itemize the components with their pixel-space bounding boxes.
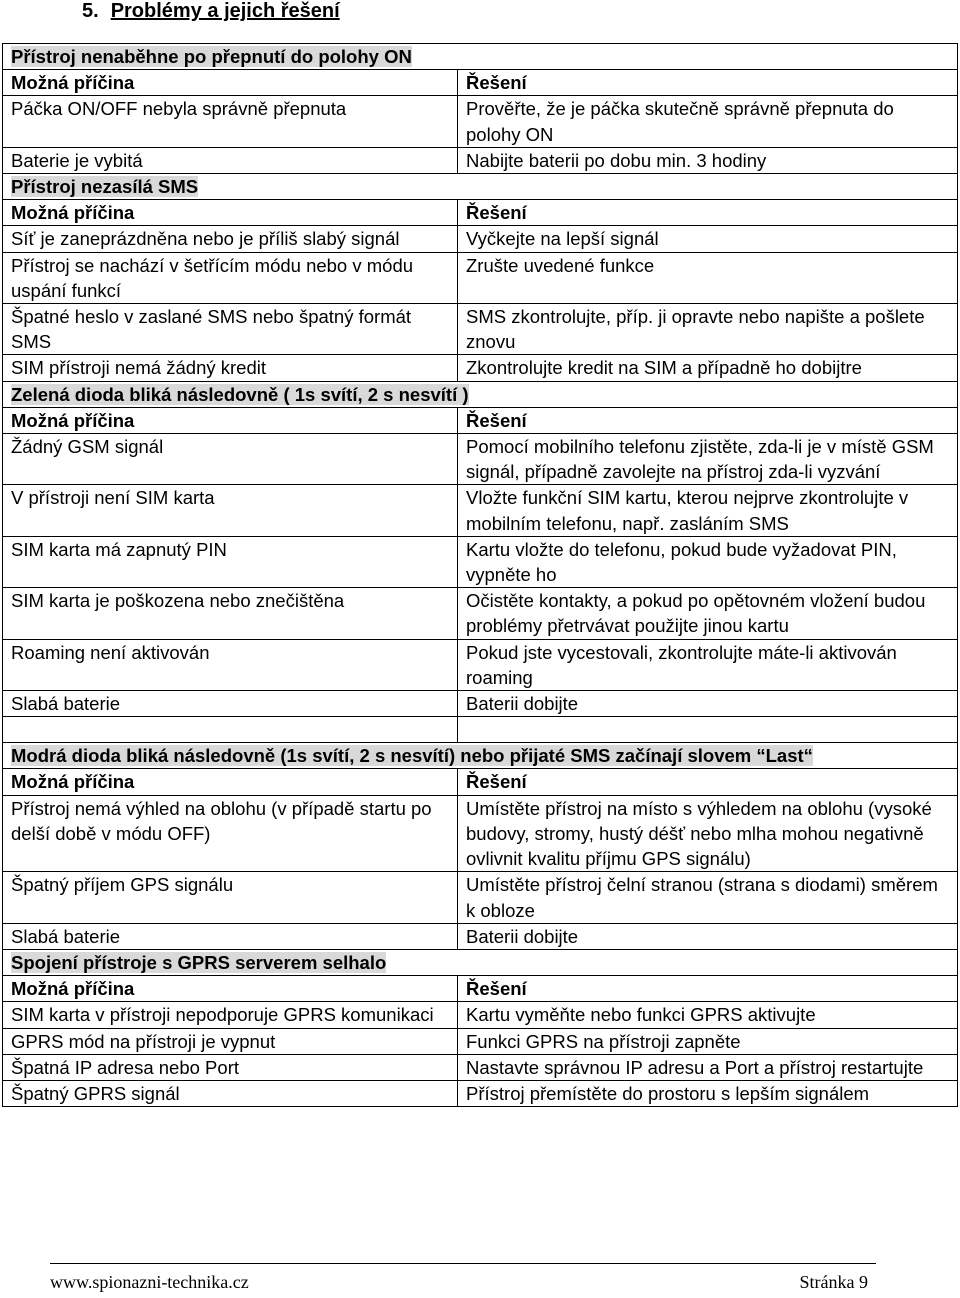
cause-cell: Špatný GPRS signál [3,1080,458,1106]
section-title: Přístroj nenaběhne po přepnutí do polohy ON [11,46,412,67]
section-title: Přístroj nezasílá SMS [11,176,199,198]
solution-cell: Zrušte uvedené funkce [458,252,958,303]
solution-header: Řešení [458,70,958,96]
troubleshooting-table [2,43,958,1107]
cause-cell: Žádný GSM signál [3,434,458,485]
solution-header: Řešení [458,200,958,226]
cause-cell: GPRS mód na přístroji je vypnut [3,1028,458,1054]
solution-cell: Baterii dobijte [458,923,958,949]
solution-cell: Nastavte správnou IP adresu a Port a přístroj restartujte [458,1054,958,1080]
header-row [3,976,958,1002]
table-row [3,355,958,381]
footer-website: www.spionazni-technika.cz [50,1272,249,1292]
cause-cell: V přístroji není SIM karta [3,485,458,536]
table-row [3,485,958,536]
table-row [3,1028,958,1054]
section-heading [82,0,340,22]
solution-cell: Vyčkejte na lepší signál [458,226,958,252]
solution-cell: Zkontrolujte kredit na SIM a případně ho dobijtre [458,355,958,381]
table-row [3,923,958,949]
solution-cell: Očistěte kontakty, a pokud po opětovném vložení budou problémy přetrvávat použijte jinou kartu [458,588,958,639]
solution-header: Řešení [458,769,958,795]
empty-row [3,717,958,743]
section-row [3,44,958,70]
cause-cell: SIM karta je poškozena nebo znečištěna [3,588,458,639]
cause-cell: Špatná IP adresa nebo Port [3,1054,458,1080]
cause-cell: SIM přístroji nemá žádný kredit [3,355,458,381]
cause-cell: Špatné heslo v zaslané SMS nebo špatný formát SMS [3,304,458,355]
solution-cell: Umístěte přístroj čelní stranou (strana s diodami) směrem k obloze [458,872,958,923]
section-title: Modrá dioda bliká následovně (1s svítí, 2 s nesvítí) nebo přijaté SMS začínají slovem “Last“ [11,745,813,767]
table-row [3,872,958,923]
table-row [3,795,958,872]
solution-cell: Kartu vložte do telefonu, pokud bude vyžadovat PIN, vypněte ho [458,536,958,587]
header-row [3,407,958,433]
table-row [3,1080,958,1106]
table-row [3,226,958,252]
section-number: 5. [82,0,99,22]
table-row [3,252,958,303]
solution-cell: Prověřte, že je páčka skutečně správně přepnuta do polohy ON [458,96,958,147]
empty-cell [458,717,958,743]
solution-cell: Baterii dobijte [458,691,958,717]
table-row [3,1054,958,1080]
cause-cell: Špatný příjem GPS signálu [3,872,458,923]
section-title: Spojení přístroje s GPRS serverem selhalo [11,951,387,973]
section-row [3,949,958,975]
header-row [3,769,958,795]
solution-cell: Vložte funkční SIM kartu, kterou nejprve zkontrolujte v mobilním telefonu, např. zasláním SMS [458,485,958,536]
cause-cell: Baterie je vybitá [3,147,458,173]
solution-cell: Umístěte přístroj na místo s výhledem na oblohu (vysoké budovy, stromy, hustý déšť nebo mlha mohou negativně ovlivnit kvalitu příjmu GPS signálu) [458,795,958,872]
solution-header: Řešení [458,407,958,433]
table-row [3,304,958,355]
cause-cell: Roaming není aktivován [3,639,458,690]
section-row [3,743,958,769]
cause-cell: Slabá baterie [3,923,458,949]
empty-cell [3,717,458,743]
footer-divider [50,1263,876,1264]
cause-cell: Páčka ON/OFF nebyla správně přepnuta [3,96,458,147]
cause-cell: Přístroj nemá výhled na oblohu (v případě startu po delší době v módu OFF) [3,795,458,872]
table-row [3,147,958,173]
cause-header: Možná příčina [3,976,458,1002]
header-row [3,200,958,226]
table-row [3,691,958,717]
solution-cell: Kartu vyměňte nebo funkci GPRS aktivujte [458,1002,958,1028]
solution-cell: Funkci GPRS na přístroji zapněte [458,1028,958,1054]
footer-page-number: Stránka 9 [799,1272,868,1292]
cause-cell: Síť je zaneprázdněna nebo je příliš slabý signál [3,226,458,252]
solution-cell: Pomocí mobilního telefonu zjistěte, zda-li je v místě GSM signál, případně zavolejte na přístroj zda-li vyzvání [458,434,958,485]
header-row [3,70,958,96]
solution-cell: SMS zkontrolujte, příp. ji opravte nebo napište a pošlete znovu [458,304,958,355]
table-row [3,434,958,485]
cause-cell: SIM karta má zapnutý PIN [3,536,458,587]
table-row [3,1002,958,1028]
section-title: Zelená dioda bliká následovně ( 1s svítí, 2 s nesvítí ) [11,383,469,405]
cause-header: Možná příčina [3,70,458,96]
cause-cell: SIM karta v přístroji nepodporuje GPRS komunikaci [3,1002,458,1028]
section-title: Problémy a jejich řešení [110,0,340,22]
table-row [3,639,958,690]
solution-cell: Přístroj přemístěte do prostoru s lepším signálem [458,1080,958,1106]
cause-cell: Slabá baterie [3,691,458,717]
solution-cell: Nabijte baterii po dobu min. 3 hodiny [458,147,958,173]
cause-header: Možná příčina [3,769,458,795]
solution-header: Řešení [458,976,958,1002]
table-row [3,536,958,587]
section-row [3,174,958,200]
table-row [3,588,958,639]
cause-header: Možná příčina [3,407,458,433]
section-row [3,381,958,407]
solution-cell: Pokud jste vycestovali, zkontrolujte máte-li aktivován roaming [458,639,958,690]
cause-cell: Přístroj se nachází v šetřícím módu nebo v módu uspání funkcí [3,252,458,303]
table-row [3,96,958,147]
cause-header: Možná příčina [3,200,458,226]
